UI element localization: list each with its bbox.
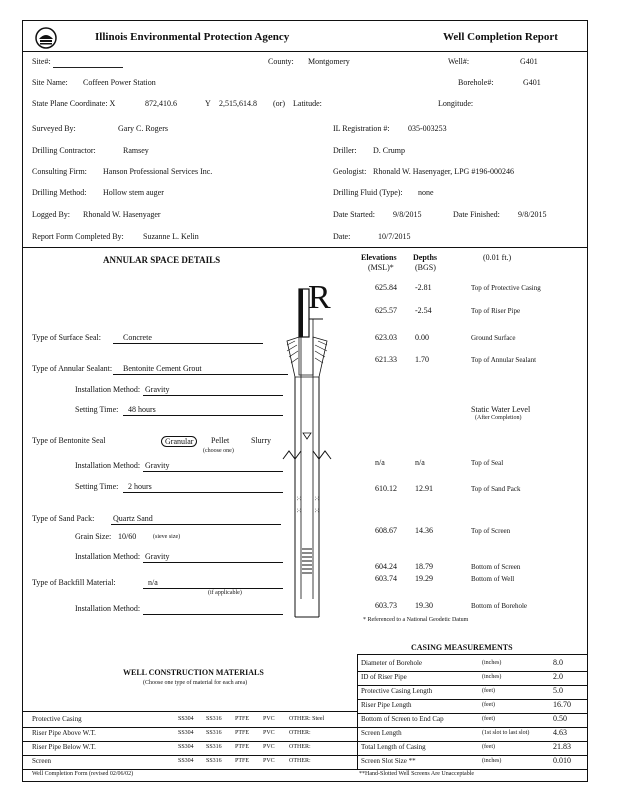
annular-row-label: Top of Protective Casing [471,284,541,292]
longitude-label: Longitude: [438,99,474,108]
date-finished-value: 9/8/2015 [518,210,547,219]
annular-row-label: Top of Sand Pack [471,485,521,493]
setting-time-label-1: Setting Time: [75,405,119,414]
elevation-value: 621.33 [375,355,397,364]
coords-y: 2,515,614.8 [219,99,257,108]
casing-row-unit: (feet) [482,702,495,708]
well-number-label: Well#: [448,57,470,66]
svg-text:⁙: ⁙ [314,507,320,515]
casing-row-value: 21.83 [553,742,571,751]
depth-value: 19.29 [415,574,433,583]
consulting-firm-value: Hanson Professional Services Inc. [103,167,213,176]
elevation-value: 604.24 [375,562,397,571]
county-value: Montgomery [308,57,350,66]
construction-option: PVC [263,744,275,750]
static-water-level-label: Static Water Level [471,405,531,414]
date-started-label: Date Started: [333,210,375,219]
depth-value: n/a [415,458,425,467]
construction-option: OTHER: [289,730,311,736]
construction-option: SS304 [178,716,194,722]
casing-row-label: Total Length of Casing [361,743,426,751]
casing-row-unit: (1st slot to last slot) [482,730,530,736]
surveyed-by-value: Gary C. Rogers [118,124,168,133]
datum-footnote: * Referenced to a National Geodetic Datum [363,617,469,623]
casing-row-value: 8.0 [553,658,563,667]
installation-method-label-1: Installation Method: [75,385,141,394]
latitude-label: Latitude: [293,99,322,108]
sand-pack [296,495,320,515]
static-water-level-note: (After Completion) [475,415,522,421]
casing-row-value: 0.50 [553,714,567,723]
installation-method-label-4: Installation Method: [75,604,141,613]
installation-method-label-2: Installation Method: [75,461,141,470]
casing-row-unit: (feet) [482,716,495,722]
construction-subheading: (Choose one type of material for each area) [143,680,248,686]
elevations-heading: Elevations [361,253,397,262]
elevation-value: 623.03 [375,333,397,342]
coords-x: 872,410.6 [145,99,177,108]
bentonite-option-granular: Granular [161,436,197,447]
water-level-icon [303,433,311,439]
annular-row-label: Bottom of Well [471,575,515,583]
coords-y-label: Y [205,99,211,108]
choose-one-note: (choose one) [203,448,234,454]
depths-unit: (BGS) [415,263,436,272]
casing-row-unit: (feet) [482,744,495,750]
casing-row-label: Screen Slot Size ** [361,757,416,765]
depth-value: -2.81 [415,283,432,292]
drilling-contractor-label: Drilling Contractor: [32,146,96,155]
precision-note: (0.01 ft.) [483,253,512,262]
annular-sealant-value: Bentonite Cement Grout [123,364,202,373]
annular-row-label: Top of Annular Sealant [471,356,537,364]
casing-row-unit: (feet) [482,688,495,694]
well-screen [302,549,312,573]
construction-option: PVC [263,758,275,764]
date-label: Date: [333,232,351,241]
installation-method-value-2: Gravity [145,461,170,470]
borehole-value: G401 [523,78,541,87]
casing-row-label: ID of Riser Pipe [361,673,407,681]
elevation-value: 625.57 [375,306,397,315]
driller-value: D. Crump [373,146,405,155]
sand-pack-label: Type of Sand Pack: [32,514,95,523]
setting-time-value-2: 2 hours [128,482,152,491]
bentonite-seal-label: Type of Bentonite Seal [32,436,106,445]
annular-heading: ANNULAR SPACE DETAILS [103,255,221,265]
casing-row-unit: (inches) [482,674,502,680]
casing-row-label: Screen Length [361,729,402,737]
construction-row-divider [23,769,357,770]
elevation-value: 625.84 [375,283,397,292]
agency-seal-icon [35,27,57,49]
svg-text:⁙: ⁙ [296,495,302,503]
date-value: 10/7/2015 [378,232,411,241]
site-name-label: Site Name: [32,78,68,87]
casing-row-label: Protective Casing Length [361,687,433,695]
borehole-label: Borehole#: [458,78,494,87]
construction-row-divider [23,741,357,742]
coords-label: State Plane Coordinate: X [32,99,116,108]
construction-row-label: Screen [32,757,52,765]
annular-row-label: Bottom of Borehole [471,602,527,610]
report-by-value: Suzanne L. Kelin [143,232,199,241]
casing-row-value: 5.0 [553,686,563,695]
construction-option: PVC [263,730,275,736]
construction-option: SS304 [178,758,194,764]
drilling-fluid-value: none [418,188,434,197]
construction-option: OTHER: [289,744,311,750]
casing-row-label: Riser Pipe Length [361,701,412,709]
site-number-label: Site#: [32,57,51,66]
drilling-method-label: Drilling Method: [32,188,87,197]
form-title: Well Completion Report [443,31,558,43]
annular-row-label: Top of Riser Pipe [471,307,521,315]
form-id: Well Completion Form (revised 02/06/02) [32,771,134,777]
depth-value: 19.30 [415,601,433,610]
depth-value: 18.79 [415,562,433,571]
bentonite-option-pellet: Pellet [211,436,230,445]
elevations-unit: (MSL)* [368,263,394,272]
sieve-size-note: (sieve size) [153,534,181,540]
depth-value: 1.70 [415,355,429,364]
agency-name: Illinois Environmental Protection Agency [95,31,290,43]
report-by-label: Report Form Completed By: [32,232,124,241]
surface-seal-value: Concrete [123,333,152,342]
casing-row [357,756,587,770]
casing-row [357,658,587,672]
construction-option: SS316 [206,744,222,750]
elevation-value: n/a [375,458,385,467]
county-label: County: [268,57,294,66]
casing-row-label: Diameter of Borehole [361,659,423,667]
grain-size-label: Grain Size: [75,532,112,541]
grain-size-value: 10/60 [118,532,137,541]
construction-option: PVC [263,716,275,722]
construction-option: OTHER: [289,758,311,764]
construction-row-divider [23,727,357,728]
bentonite-seal-left [283,451,301,459]
installation-method-label-3: Installation Method: [75,552,141,561]
driller-label: Driller: [333,146,357,155]
bentonite-seal-right [313,451,331,459]
well-number-value: G401 [520,57,538,66]
site-number-field [53,57,123,68]
construction-option: PTFE [235,744,250,750]
drilling-fluid-label: Drilling Fluid (Type): [333,188,403,197]
casing-row [357,714,587,728]
elevation-value: 603.73 [375,601,397,610]
annular-row-label: Top of Screen [471,527,511,535]
casing-heading: CASING MEASUREMENTS [411,643,513,652]
logged-by-value: Rhonald W. Hasenyager [83,210,161,219]
installation-method-value-3: Gravity [145,552,170,561]
well-completion-form [22,20,588,782]
svg-text:⁙: ⁙ [296,507,302,515]
casing-row [357,728,587,742]
construction-option: SS316 [206,730,222,736]
construction-option: PTFE [235,716,250,722]
sand-pack-value: Quartz Sand [113,514,153,523]
bentonite-option-slurry: Slurry [251,436,271,445]
construction-option: SS316 [206,758,222,764]
drilling-method-value: Hollow stem auger [103,188,164,197]
elevation-value: 610.12 [375,484,397,493]
construction-row-divider [23,755,357,756]
il-reg-label: IL Registration #: [333,124,390,133]
casing-footnote: **Hand-Slotted Well Screens Are Unacceptable [359,771,475,777]
casing-row-value: 2.0 [553,672,563,681]
riser-pipe-mark: R [308,279,331,316]
depths-heading: Depths [413,253,438,262]
construction-option: SS316 [206,716,222,722]
casing-row [357,700,587,714]
logged-by-label: Logged By: [32,210,70,219]
backfill-value: n/a [148,578,158,587]
site-name-value: Coffeen Power Station [83,78,156,87]
casing-row [357,672,587,686]
date-started-value: 9/8/2015 [393,210,422,219]
backfill-label: Type of Backfill Material: [32,578,116,587]
annular-row-label: Ground Surface [471,334,516,342]
elevation-value: 608.67 [375,526,397,535]
construction-option: OTHER: Steel [289,716,325,722]
casing-row-value: 16.70 [553,700,571,709]
depth-value: 0.00 [415,333,429,342]
annular-row-label: Top of Seal [471,459,504,467]
depth-value: 12.91 [415,484,433,493]
casing-row-unit: (inches) [482,758,502,764]
surveyed-by-label: Surveyed By: [32,124,76,133]
elevation-value: 603.74 [375,574,397,583]
annular-sealant-label: Type of Annular Sealant: [32,364,113,373]
casing-row [357,686,587,700]
surface-seal-pad [287,337,327,377]
construction-row-label: Protective Casing [32,715,82,723]
casing-row [357,742,587,756]
construction-option: SS304 [178,744,194,750]
surface-seal-label: Type of Surface Seal: [32,333,101,342]
setting-time-label-2: Setting Time: [75,482,119,491]
drilling-contractor-value: Ramsey [123,146,149,155]
il-reg-value: 035-003253 [408,124,447,133]
construction-heading: WELL CONSTRUCTION MATERIALS [123,668,264,677]
depth-value: -2.54 [415,306,432,315]
construction-option: SS304 [178,730,194,736]
construction-row-label: Riser Pipe Above W.T. [32,729,96,737]
annular-row-label: Bottom of Screen [471,563,521,571]
installation-method-value-1: Gravity [145,385,170,394]
construction-row-label: Riser Pipe Below W.T. [32,743,96,751]
setting-time-value-1: 48 hours [128,405,156,414]
geologist-value: Rhonald W. Hasenyager, LPG #196-000246 [373,167,514,176]
date-finished-label: Date Finished: [453,210,500,219]
casing-row-label: Bottom of Screen to End Cap [361,715,444,723]
coords-or: (or) [273,99,285,108]
depth-value: 14.36 [415,526,433,535]
well-diagram [273,279,373,619]
svg-text:⁙: ⁙ [314,495,320,503]
construction-option: PTFE [235,758,250,764]
geologist-label: Geologist: [333,167,367,176]
casing-row-unit: (inches) [482,660,502,666]
casing-row-value: 4.63 [553,728,567,737]
construction-option: PTFE [235,730,250,736]
if-applicable-note: (if applicable) [208,590,242,596]
consulting-firm-label: Consulting Firm: [32,167,87,176]
casing-row-value: 0.010 [553,756,571,765]
